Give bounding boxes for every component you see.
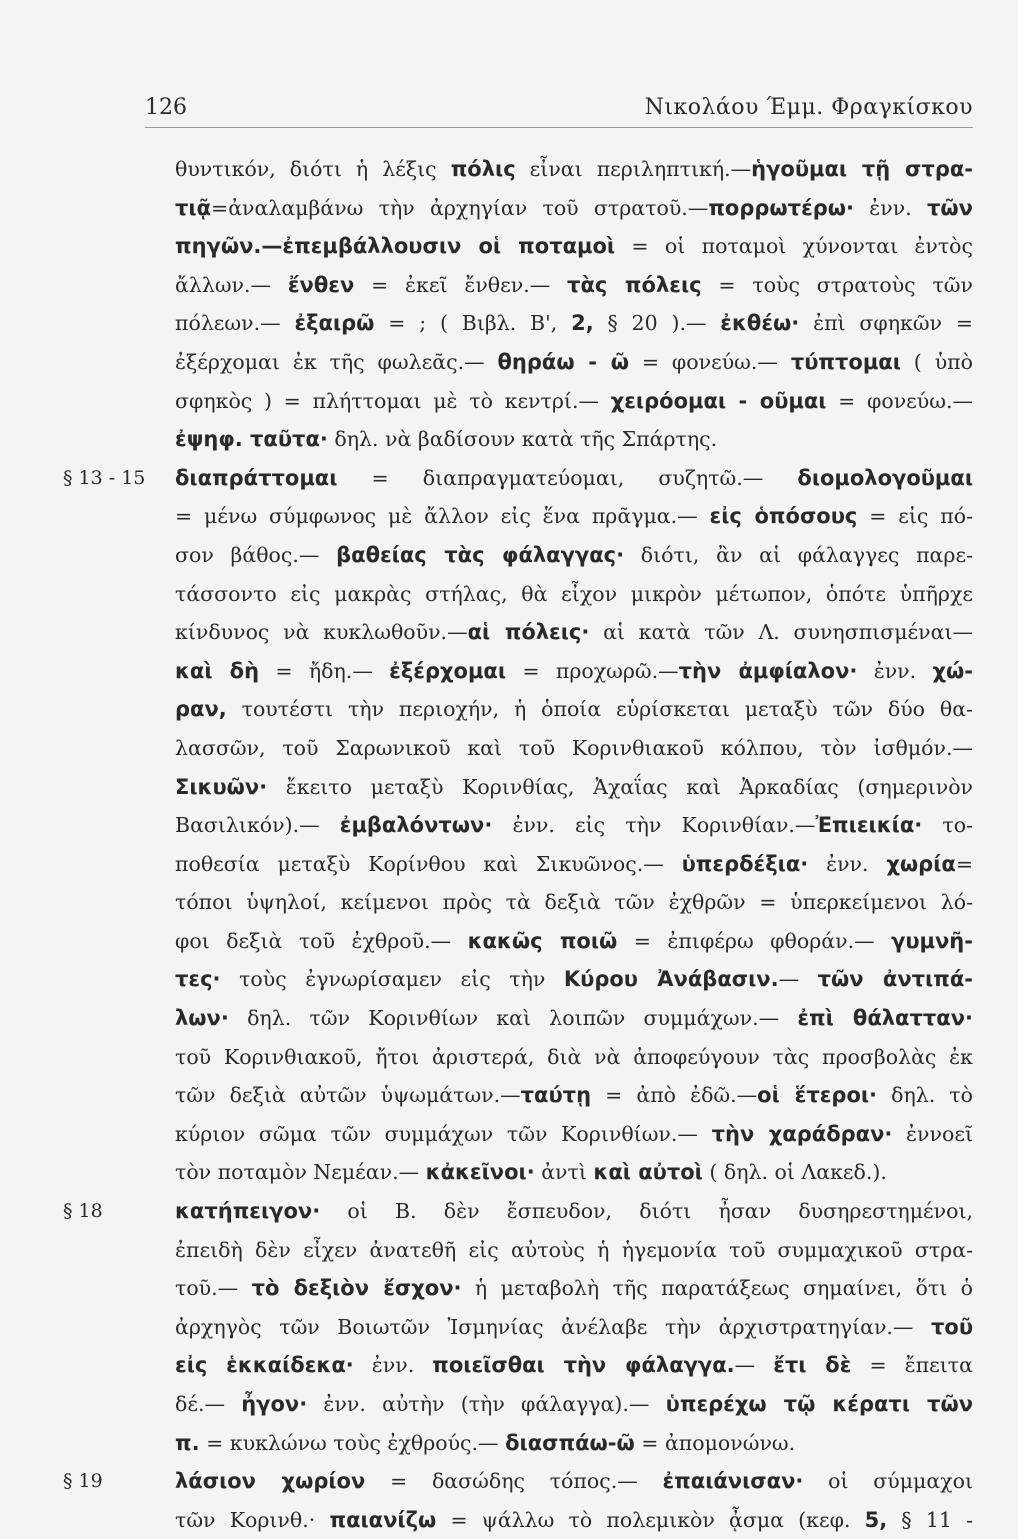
lemma-term: οἱ ἕτεροι· [757,1083,878,1108]
page-number: 126 [145,95,187,120]
lemma-term: τῶν ἀντιπά- [817,967,973,992]
gloss-text: ἐνν. [353,1353,433,1378]
text-line [175,1269,973,1308]
lemma-term: τὴν χαράδραν· [711,1121,893,1146]
text-line [175,806,973,845]
gloss-text: ἐνν. εἰς τὴν Κορινθίαν.— [492,813,816,838]
lemma-term: καὶ αὐτοὶ [593,1160,703,1185]
gloss-text: τάσσοντο εἰς μακρὰς στήλας, θὰ εἶχον μικρὸν μέτωπον, ὁπότε ὑπῆρχε [175,581,973,606]
lemma-term: τοῦ [930,1314,973,1339]
lemma-term: τύπτομαι [790,349,901,374]
gloss-text: = κυκλώνω τοὺς ἐχθρούς.— [199,1430,506,1455]
gloss-text: = ψάλλω τὸ πολεμικὸν ᾆσμα (κεφ. [436,1507,865,1532]
lemma-term: ἐξέρχομαι [389,658,507,683]
gloss-text: αἱ κατὰ τῶν Λ. συνησπισμέναι— [589,620,973,645]
gloss-text: ἡ μεταβολὴ τῆς παρατάξεως σημαίνει, ὅτι ὁ [461,1276,973,1301]
lemma-term: πορρωτέρω· [708,195,855,220]
lemma-term: ποιεῖσθαι τὴν φάλαγγα. [432,1353,735,1378]
text-line [175,690,973,729]
gloss-text: = ἐπιφέρω φθοράν.— [617,928,892,953]
lemma-term: εἰς ὁπόσους [709,504,858,529]
gloss-text: = ἀπὸ ἐδῶ.— [591,1083,758,1108]
gloss-text: = τοὺς στρατοὺς τῶν [701,272,973,297]
lemma-term: ἡγοῦμαι τῇ στρα- [751,157,973,181]
gloss-text: κύριον σῶμα τῶν συμμάχων τῶν Κορινθίων.— [175,1121,712,1146]
lemma-term: τὰς πόλεις [567,272,702,297]
gloss-text: = φονεύω.— [628,349,791,374]
lemma-term: 5, [864,1507,888,1532]
lemma-term: τες· [175,967,221,992]
lemma-term: ταύτῃ [520,1083,592,1108]
text-line [175,999,973,1038]
lemma-term: ἦγον· [241,1392,308,1416]
text-line [175,343,973,382]
gloss-text: κίνδυνος νὰ κυκλωθοῦν.— [175,620,468,645]
gloss-text: θυντικόν, διότι ἡ λέξις [175,157,451,181]
text-line [175,266,973,305]
text-line [63,1192,973,1231]
gloss-text: ἐνν. αὐτὴν (τὴν φάλαγγα).— [307,1392,666,1416]
gloss-text: οἱ Β. δὲν ἔσπευδον, διότι ἦσαν δυσηρεστημένοι, [320,1199,973,1224]
text-line [175,1385,973,1424]
lemma-term: χώ- [932,658,973,683]
gloss-text: δέ.— [175,1392,242,1416]
text-line [175,1115,973,1154]
gloss-text: δηλ. νὰ βαδίσουν κατὰ τῆς Σπάρτης. [327,427,718,452]
lemma-term: ὑπερέχω τῷ κέρατι τῶν [665,1392,973,1416]
gloss-text: λασσῶν, τοῦ Σαρωνικοῦ καὶ τοῦ Κορινθιακοῦ κόλπου, τὸν ἰσθμόν.— [175,735,973,760]
gloss-text: ( ὑπὸ [900,349,973,374]
text-line [175,1153,973,1192]
gloss-text: = φονεύω.— [826,388,973,413]
text-line [175,1231,973,1270]
gloss-text: =ἀναλαμβάνω τὴν ἀρχηγίαν τοῦ στρατοῦ.— [211,195,709,220]
gloss-text: ποθεσία μεταξὺ Κορίνθου καὶ Σικυῶνος.— [175,851,682,876]
lemma-term: ἐξαιρῶ [294,311,375,336]
gloss-text: = ἔπειτα [851,1353,973,1378]
text-line [175,382,973,421]
gloss-text: ἐξέρχομαι ἐκ τῆς φωλεᾶς.— [175,349,498,374]
text-line [63,459,973,498]
section-marker: § 19 [63,1470,103,1493]
gloss-text: εἶναι περιληπτική.— [515,157,752,181]
text-line [175,845,973,884]
text-line [63,1462,973,1501]
lemma-term: ἐμβαλόντων· [339,813,493,838]
lemma-term: πηγῶν.—ἐπεμβάλλουσιν οἱ ποταμοὶ [175,234,616,259]
gloss-text: — [778,967,818,992]
gloss-text: ἐνν. [808,851,887,876]
gloss-text: το- [922,813,973,838]
lemma-term: Σικυῶν· [175,774,268,799]
lemma-term: τὸ δεξιὸν ἔσχον· [251,1276,462,1301]
lemma-term: πόλις [450,157,516,181]
lemma-term: ραν, [175,697,227,722]
gloss-text: — [734,1353,774,1378]
gloss-text: ἐνν. [857,658,933,683]
gloss-text: ἀρχηγὸς τῶν Βοιωτῶν Ἰσμηνίας ἀνέλαβε τὴν ἀρχιστρατηγίαν.— [175,1314,931,1339]
lemma-term: χειρόομαι - οῦμαι [610,388,827,413]
lemma-term: 2, [571,311,594,336]
lemma-term: τιᾷ [175,195,212,220]
text-line [175,613,973,652]
lemma-term: γυμνῆ- [891,928,973,953]
gloss-text: = προχωρῶ.— [506,658,679,683]
gloss-text: ἐννοεῖ [892,1121,973,1146]
text-line [175,652,973,691]
lemma-term: π. [175,1430,200,1455]
lemma-term: ἐπαιάνισαν· [662,1469,804,1494]
gloss-text: = διαπραγματεύομαι, συζητῶ.— [337,465,798,490]
header-rule [145,127,973,128]
text-line [175,575,973,614]
text-line [175,304,973,343]
gloss-text: πόλεων.— [175,311,295,336]
section-marker: § 18 [63,1200,103,1223]
gloss-text: ἐπειδὴ δὲν εἶχεν ἀνατεθῆ εἰς αὐτοὺς ἡ ἡγεμονία τοῦ συμμαχικοῦ στρα- [175,1237,973,1262]
gloss-text: φοι δεξιὰ τοῦ ἐχθροῦ.— [175,928,468,953]
text-line [175,189,973,228]
gloss-text: τοῦ Κορινθιακοῦ, ἤτοι ἀριστερά, διὰ νὰ ἀποφεύγουν τὰς προσβολὰς ἐκ [175,1044,973,1069]
gloss-text: δηλ. τὸ [877,1083,973,1108]
gloss-text: τοὺς ἐγνωρίσαμεν εἰς τὴν [220,967,564,992]
lemma-term: παιανίζω [329,1507,437,1532]
text-line [175,922,973,961]
text-line [175,420,973,459]
lemma-term: διαπράττομαι [175,465,338,490]
gloss-text: = ἐκεῖ ἔνθεν.— [354,272,568,297]
gloss-text: τῶν δεξιὰ αὐτῶν ὑψωμάτων.— [175,1083,521,1108]
text-line [175,1308,973,1347]
lemma-term: λάσιον χωρίον [175,1469,366,1494]
gloss-text: οἱ σύμμαχοι [803,1469,973,1494]
text-line [175,1038,973,1077]
gloss-text: = εἰς πό- [857,504,973,529]
lemma-term: ἐψηφ. ταῦτα· [175,427,328,452]
gloss-text: § 11 - [887,1507,974,1532]
gloss-text: = δασώδης τόπος.— [365,1469,663,1494]
lemma-term: Ἐπιεικία· [815,813,923,838]
text-line [175,227,973,266]
gloss-text: = ; ( Βιβλ. Β', [374,311,572,336]
gloss-text: τόποι ὑψηλοί, κείμενοι πρὸς τὰ δεξιὰ τῶν ἐχθρῶν = ὑπερκείμενοι λό- [175,890,973,915]
text-line [175,768,973,807]
section-marker: § 13 - 15 [63,466,146,489]
lemma-term: τῶν [927,195,973,220]
lemma-term: καὶ δὴ [175,658,260,683]
commentary-text [63,150,974,1539]
lemma-term: θηράω - ῶ [497,349,629,374]
gloss-text: δηλ. τῶν Κορινθίων καὶ λοιπῶν συμμάχων.— [228,1006,798,1031]
gloss-text: διότι, ἂν αἱ φάλαγγες παρε- [624,542,973,567]
text-line [175,497,973,536]
lemma-term: διομολογοῦμαι [797,465,973,490]
gloss-text: ἔκειτο μεταξὺ Κορινθίας, Ἀχαΐας καὶ Ἀρκαδίας (σημερινὸν [267,774,973,799]
text-line [175,729,973,768]
gloss-text: σφηκὸς ) = πλήττομαι μὲ τὸ κεντρί.— [175,388,611,413]
gloss-text: = ἤδη.— [259,658,390,683]
text-line [175,1424,973,1463]
text-line [175,960,973,999]
gloss-text: = οἱ ποταμοὶ χύνονται ἐντὸς [615,234,973,259]
gloss-text: ἐπὶ σφηκῶν = [799,311,973,336]
gloss-text: τῶν Κορινθ.· [175,1507,330,1532]
lemma-term: κἀκεῖνοι· [425,1160,535,1185]
gloss-text: Βασιλικόν).— [175,813,340,838]
gloss-text: τὸν ποταμὸν Νεμέαν.— [175,1160,426,1185]
lemma-term: βαθείας τὰς φάλαγγας· [336,542,625,567]
lemma-term: κακῶς ποιῶ [467,928,618,953]
lemma-term: κατήπειγον· [175,1199,321,1224]
lemma-term: λων· [175,1006,229,1031]
text-line [175,1501,973,1539]
gloss-text: σον βάθος.— [175,542,337,567]
lemma-term: ἔτι δὲ [773,1353,852,1378]
text-line [175,150,973,189]
text-line [175,536,973,575]
gloss-text: τουτέστι τὴν περιοχήν, ἡ ὁποία εὑρίσκεται μεταξὺ τῶν δύο θα- [226,697,973,722]
text-line [175,883,973,922]
gloss-text: = [955,851,973,876]
gloss-text: § 20 ).— [593,311,721,336]
lemma-term: ἐκθέω· [720,311,800,336]
lemma-term: ἔνθεν [287,272,355,297]
gloss-text: ἄλλων.— [175,272,288,297]
text-line [175,1346,973,1385]
lemma-term: εἰς ἑκκαίδεκα· [175,1353,354,1378]
lemma-term: τὴν ἀμφίαλον· [678,658,858,683]
lemma-term: ὑπερδέξια· [681,851,809,876]
gloss-text: ἐνν. [854,195,928,220]
gloss-text: τοῦ.— [175,1276,252,1301]
gloss-text: ἀντὶ [534,1160,594,1185]
gloss-text: = ἀπομονώνω. [634,1430,796,1455]
gloss-text: = μένω σύμφωνος μὲ ἄλλον εἰς ἕνα πρᾶγμα.— [175,504,710,529]
lemma-term: Κύρου Ἀνάβασιν. [563,967,779,992]
lemma-term: ἐπὶ θάλατταν· [797,1006,973,1031]
running-title: Νικολάου Έμμ. Φραγκίσκου [644,95,973,120]
lemma-term: διασπάω-ῶ [505,1430,635,1455]
text-line [175,1076,973,1115]
gloss-text: ( δηλ. οἱ Λακεδ.). [702,1160,887,1185]
lemma-term: αἱ πόλεις· [467,620,590,645]
lemma-term: χωρία [886,851,956,876]
